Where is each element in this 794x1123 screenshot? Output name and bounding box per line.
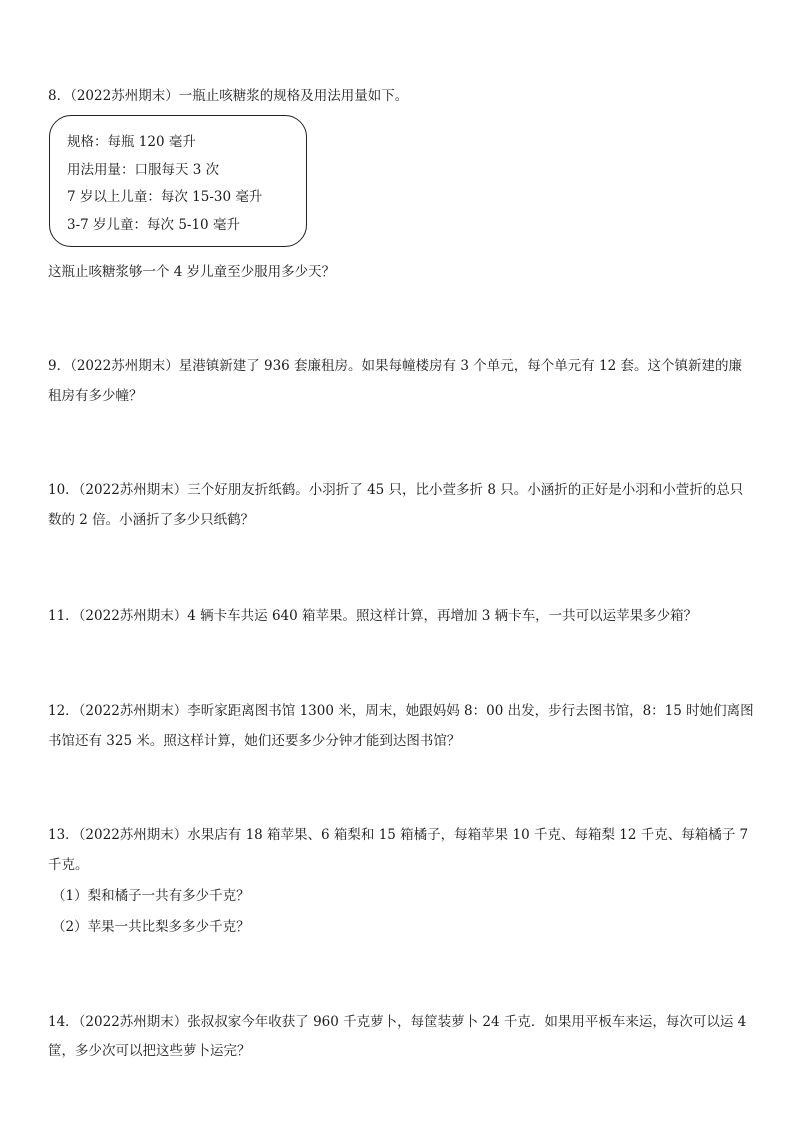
question-13-line2: 千克。 xyxy=(48,857,89,873)
question-8-ask: 这瓶止咳糖浆够一个 4 岁儿童至少服用多少天？ xyxy=(48,264,336,280)
question-11-line1: 11．（2022苏州期末）4 辆卡车共运 640 箱苹果。照这样计算，再增加 3 辆卡车，一共可以运苹果多少箱？ xyxy=(48,608,698,624)
question-10-line1: 10．（2022苏州期末）三个好朋友折纸鹤。小羽折了 45 只，比小萱多折 8 只。小涵折的正好是小羽和小萱折的总只 xyxy=(48,482,744,498)
question-10-line2: 数的 2 倍。小涵折了多少只纸鹤？ xyxy=(48,512,255,528)
spec-line-over7: 7 岁以上儿童：每次 15-30 毫升 xyxy=(67,189,263,205)
question-14-line2: 筐，多少次可以把这些萝卜运完？ xyxy=(48,1043,251,1059)
question-9-line2: 租房有多少幢？ xyxy=(48,388,143,404)
question-8-text: 8．（2022苏州期末）一瓶止咳糖浆的规格及用法用量如下。 xyxy=(48,88,409,104)
spec-line-dosage: 用法用量：口服每天 3 次 xyxy=(67,162,220,178)
question-12-line2: 书馆还有 325 米。照这样计算，她们还要多少分钟才能到达图书馆？ xyxy=(48,733,461,749)
spec-line-3to7: 3-7 岁儿童：每次 5-10 毫升 xyxy=(67,217,240,233)
question-13-sub2: （2）苹果一共比梨多多少千克？ xyxy=(52,919,250,935)
spec-line-capacity: 规格：每瓶 120 毫升 xyxy=(67,134,196,150)
question-9-line1: 9．（2022苏州期末）星港镇新建了 936 套廉租房。如果每幢楼房有 3 个单元，每个单元有 12 套。这个镇新建的廉 xyxy=(48,358,742,374)
question-13-line1: 13．（2022苏州期末）水果店有 18 箱苹果、6 箱梨和 15 箱橘子，每箱苹果 10 千克、每箱梨 12 千克、每箱橘子 7 xyxy=(48,827,749,843)
question-12-line1: 12．（2022苏州期末）李昕家距离图书馆 1300 米，周末，她跟妈妈 8：00 出发，步行去图书馆，8：15 时她们离图 xyxy=(48,703,754,719)
question-14-line1: 14．（2022苏州期末）张叔叔家今年收获了 960 千克萝卜，每筐装萝卜 24 千克．如果用平板车来运，每次可以运 4 xyxy=(48,1014,747,1030)
question-13-sub1: （1）梨和橘子一共有多少千克？ xyxy=(52,888,250,904)
